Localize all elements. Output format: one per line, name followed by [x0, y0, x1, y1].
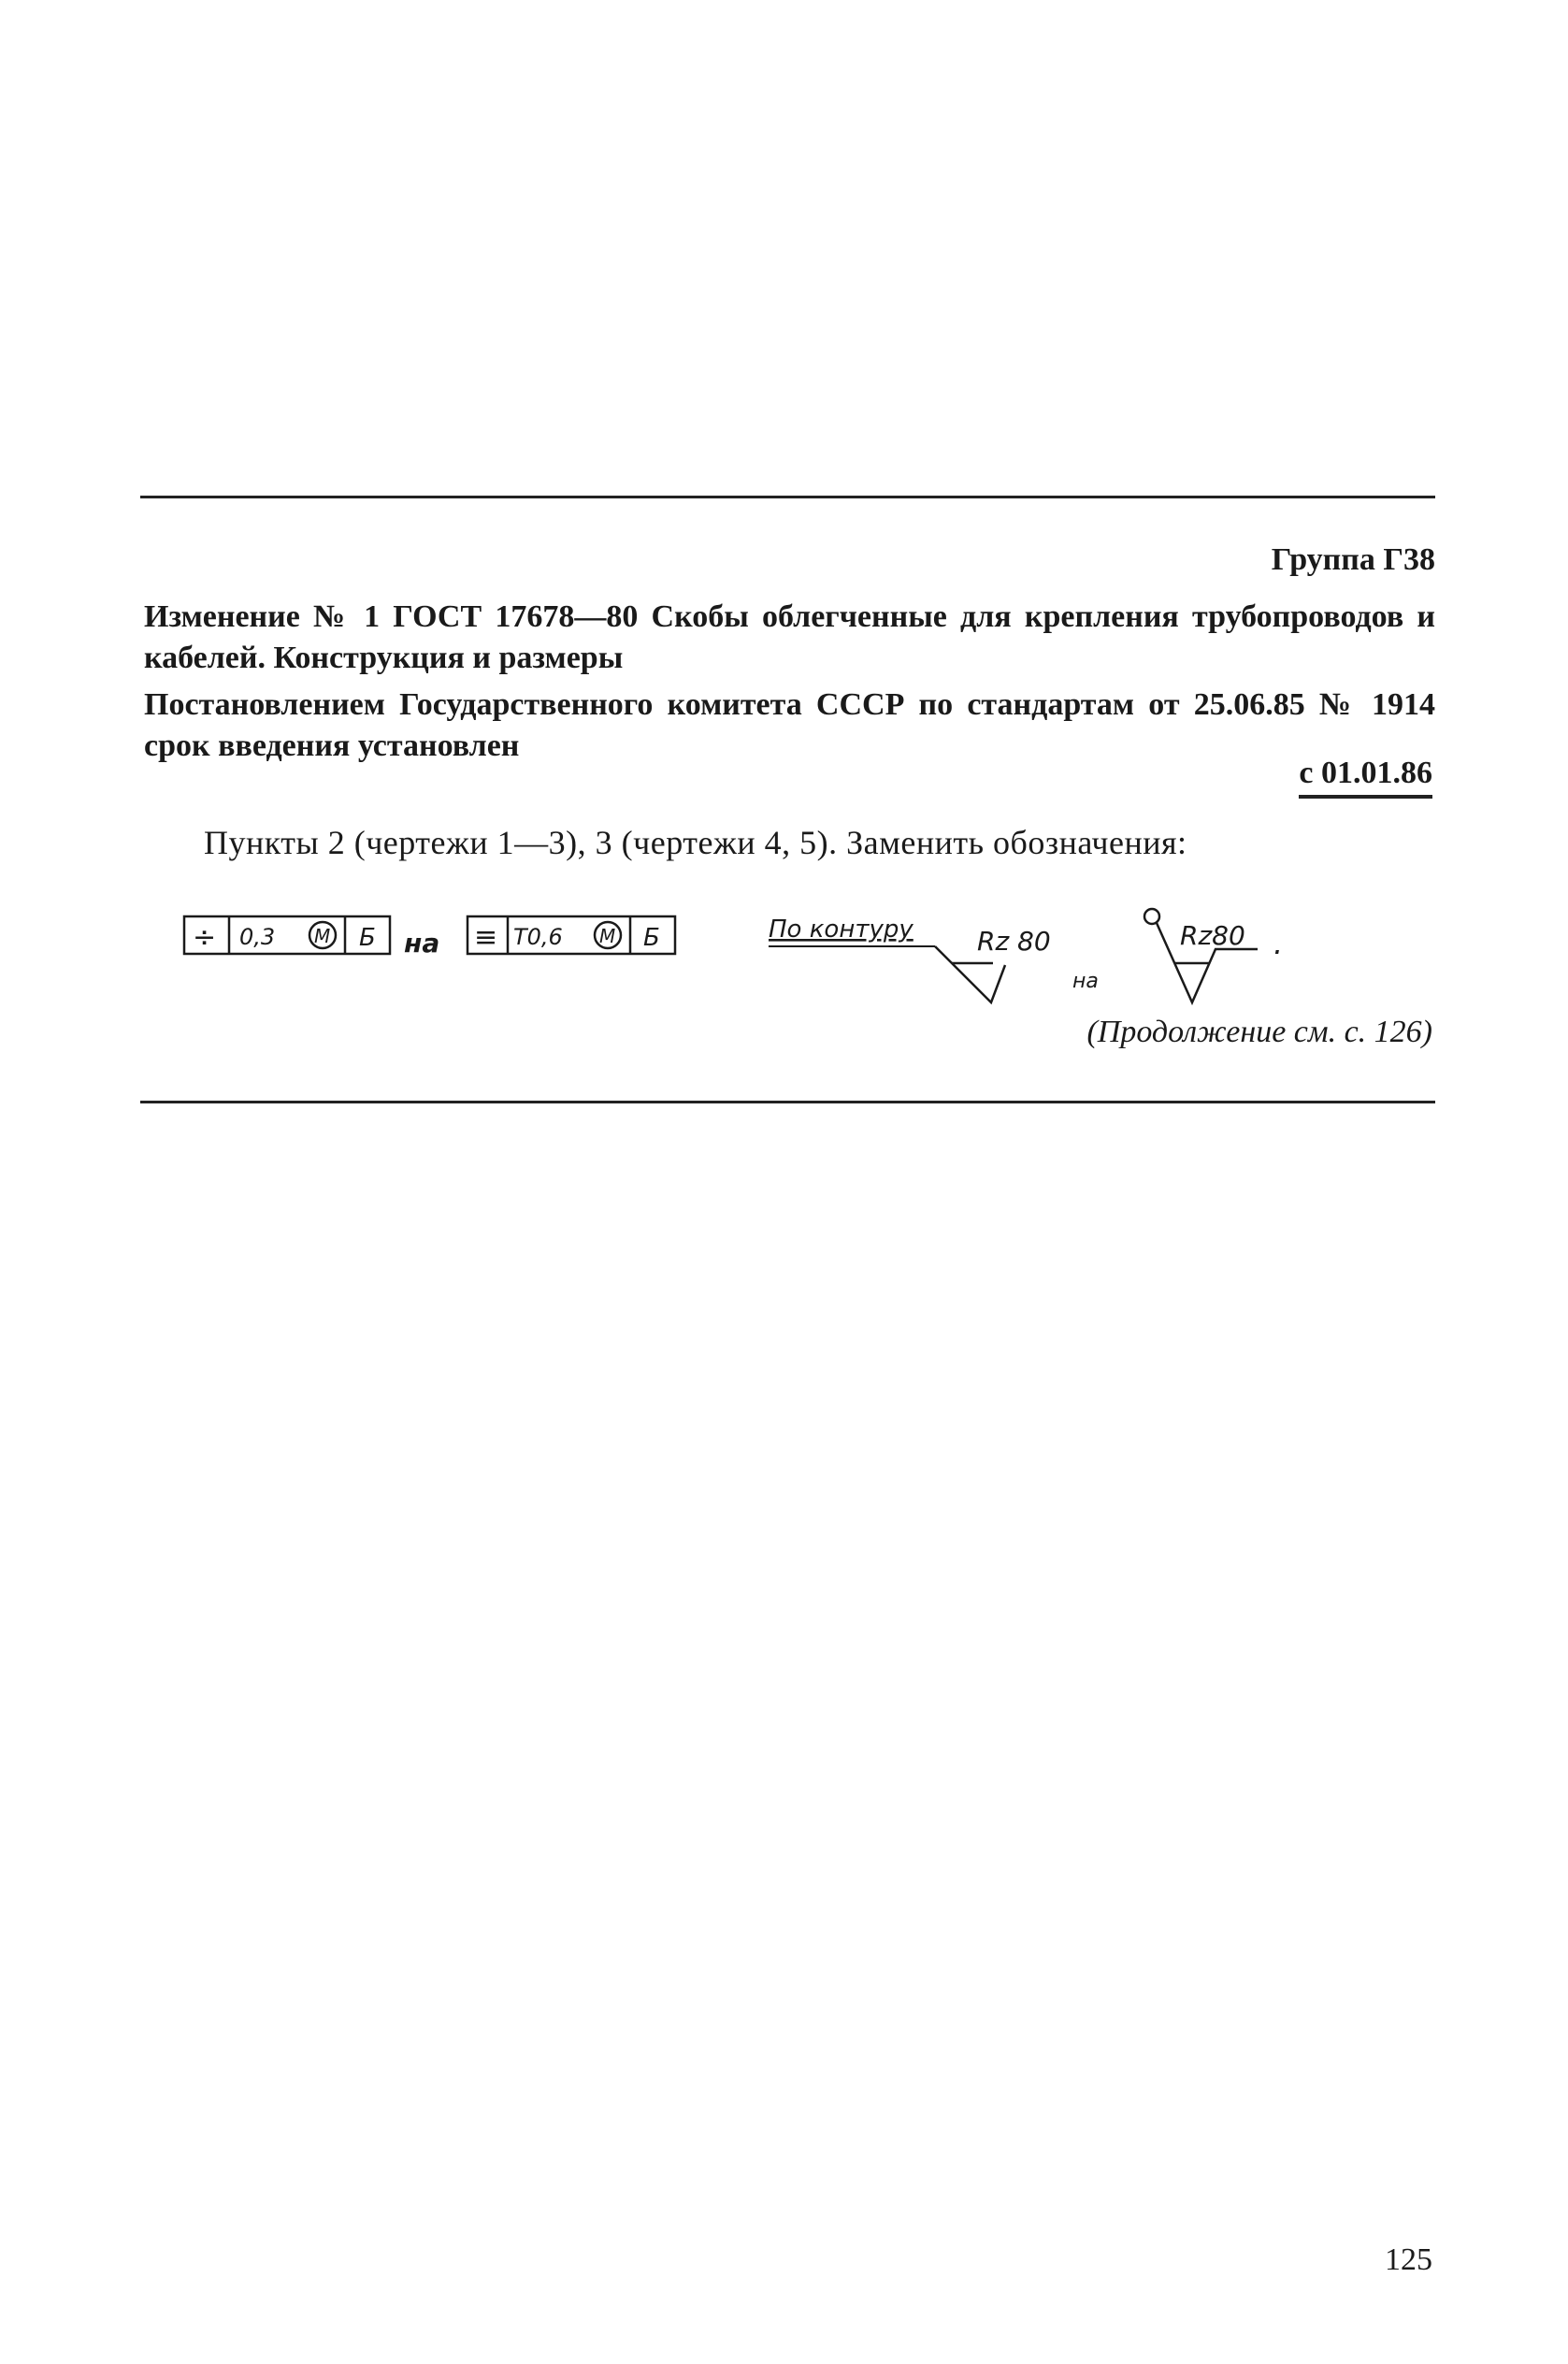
amendment-title: Изменение № 1 ГОСТ 17678—80 Скобы облегченные для крепления трубопроводов и кабелей. Конструкция и размеры — [144, 599, 1435, 675]
tolerance-new-datum: Б — [643, 924, 660, 952]
effective-date: с 01.01.86 — [1299, 756, 1432, 799]
tolerance-old-value: 0,3 — [239, 924, 276, 950]
tolerance-old-datum: Б — [359, 924, 376, 952]
tolerance-new-modifier: M — [599, 925, 616, 947]
tolerance-frame-new — [468, 916, 675, 954]
group-label: Группа Г38 — [1271, 542, 1435, 577]
tolerance-new-value: T0,6 — [513, 924, 563, 950]
bottom-rule — [140, 1101, 1435, 1103]
tolerance-new-symbol: ≡ — [474, 921, 498, 954]
trailing-mark: . — [1273, 926, 1284, 961]
decree-text: Постановлением Государственного комитета СССР по стандартам от 25.06.85 № 1914 срок введения установлен — [144, 687, 1435, 763]
connector-on-2: на — [1072, 970, 1099, 993]
top-rule — [140, 496, 1435, 498]
roughness-new — [1144, 909, 1258, 1002]
tolerance-frame-old — [184, 916, 390, 954]
instruction-text: Пункты 2 (чертежи 1—3), 3 (чертежи 4, 5). Заменить обозначения: — [204, 824, 1187, 861]
roughness-new-value: Rz80 — [1180, 920, 1245, 951]
roughness-old-value: Rz 80 — [977, 926, 1051, 957]
tolerance-old-modifier: M — [314, 925, 331, 947]
continuation-note: (Продолжение см. с. 126) — [1086, 1015, 1432, 1049]
roughness-old — [769, 915, 1051, 1002]
roughness-old-note: По контуру — [769, 915, 913, 944]
connector-on-1: на — [404, 928, 440, 959]
designation-symbols — [0, 898, 1568, 1019]
tolerance-old-symbol: ÷ — [193, 921, 217, 954]
page-number: 125 — [1385, 2242, 1432, 2277]
